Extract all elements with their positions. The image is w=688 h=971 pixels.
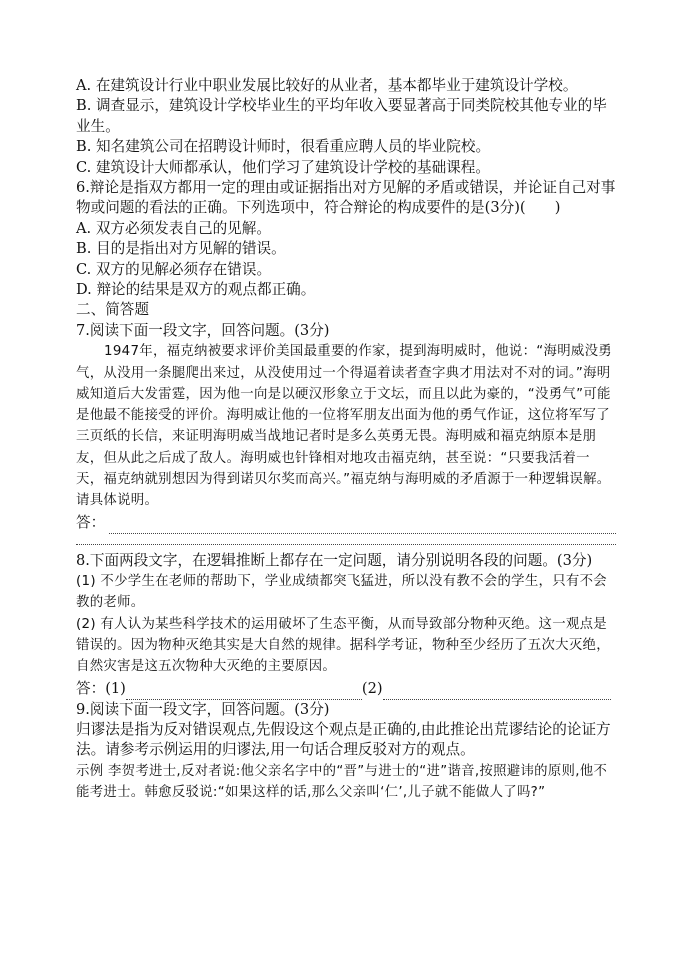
answer-blank-2[interactable] (383, 687, 611, 700)
answer-blank-line-2[interactable] (76, 534, 616, 545)
question-7-stem: 7.阅读下面一段文字，回答问题。(3分) (76, 321, 330, 339)
option-a: A. 在建筑设计行业中职业发展比较好的从业者，基本都毕业于建筑设计学校。 (76, 77, 578, 94)
question-8-stem: 8.下面两段文字，在逻辑推断上都存在一定问题，请分别说明各段的问题。(3分) (76, 551, 593, 569)
question-6-option-a: A. 双方必须发表自己的见解。 (76, 219, 271, 237)
question-6-option-d: D. 辩论的结果是双方的观点都正确。 (76, 281, 316, 299)
option-b: B. 调查显示，建筑设计学校毕业生的平均年收入要显著高于同类院校其他专业的毕业生。 (76, 97, 607, 135)
answer-label-1: 答：(1) (76, 680, 126, 698)
question-9-stem: 9.阅读下面一段文字，回答问题。(3分) (76, 700, 330, 718)
answer-label-2: (2) (361, 680, 383, 698)
option-c: C. 建筑设计大师都承认，他们学习了建筑设计学校的基础课程。 (76, 158, 490, 176)
question-8-answer-line (76, 678, 616, 700)
section-heading: 二、简答题 (76, 301, 149, 319)
question-8-paragraph-1: (1) 不少学生在老师的帮助下，学业成绩都突飞猛进，所以没有教不会的学生，只有不会教的老师。 (76, 574, 607, 611)
answer-blank[interactable] (109, 521, 616, 534)
question-7-passage: 1947年，福克纳被要求评价美国最重要的作家，提到海明威时，他说：“海明威没勇气，从没用一条腿爬出来过，从没使用过一个得逼着读者查字典才用法对不对的词。”海明威知道后大发雷霆，因为他一向是以硬汉形象立于文坛，而且以此为豪的，“没勇气”可能是他最不能接受的评价。海明威让他的一位将军朋友出面为他的勇气作证，这位将军写了三页纸的长信，来证明海明威当战地记者时是多么英勇无畏。海明威和福克纳原本是朋友，但从此之后成了敌人。海明威也针锋相对地攻击福克纳，甚至说：“只要我活着一天，福克纳就别想因为得到诺贝尔奖而高兴。”福克纳与海明威的矛盾源于一种逻辑误解。请具体说明。 (76, 344, 612, 509)
option-b-second: B. 知名建筑公司在招聘设计师时，很看重应聘人员的毕业院校。 (76, 138, 491, 156)
question-8-paragraph-2: (2) 有人认为某些科学技术的运用破坏了生态平衡，从而导致部分物种灭绝。这一观点是错误的。因为物种灭绝其实是大自然的规律。据科学考证，物种至少经历了五次大灭绝，自然灾害是这五次物种大灭绝的主要原因。 (76, 616, 610, 675)
question-6-option-c: C. 双方的见解必须存在错误。 (76, 260, 272, 278)
document-page (76, 76, 616, 803)
question-9-example: 示例 李贺考进士,反对者说:他父亲名字中的“晋”与进士的“进”谐音,按照避讳的原则,他不能考进士。韩愈反驳说:“如果这样的话,那么父亲叫‘仁’,儿子就不能做人了吗?” (76, 763, 608, 801)
question-6-option-b: B. 目的是指出对方见解的错误。 (76, 240, 286, 258)
question-6-stem: 6.辩论是指双方都用一定的理由或证据指出对方见解的矛盾或错误，并论证自己对事物或问题的看法的正确。下列选项中，符合辩论的构成要件的是(3分)( ) (76, 179, 616, 217)
answer-blank-1[interactable] (126, 687, 362, 700)
question-9-intro: 归谬法是指为反对错误观点,先假设这个观点是正确的,由此推论出荒谬结论的论证方法。请参考示例运用的归谬法,用一句话合理反驳对方的观点。 (76, 720, 611, 759)
question-7-answer-line[interactable] (76, 512, 616, 534)
answer-label: 答： (76, 514, 106, 532)
